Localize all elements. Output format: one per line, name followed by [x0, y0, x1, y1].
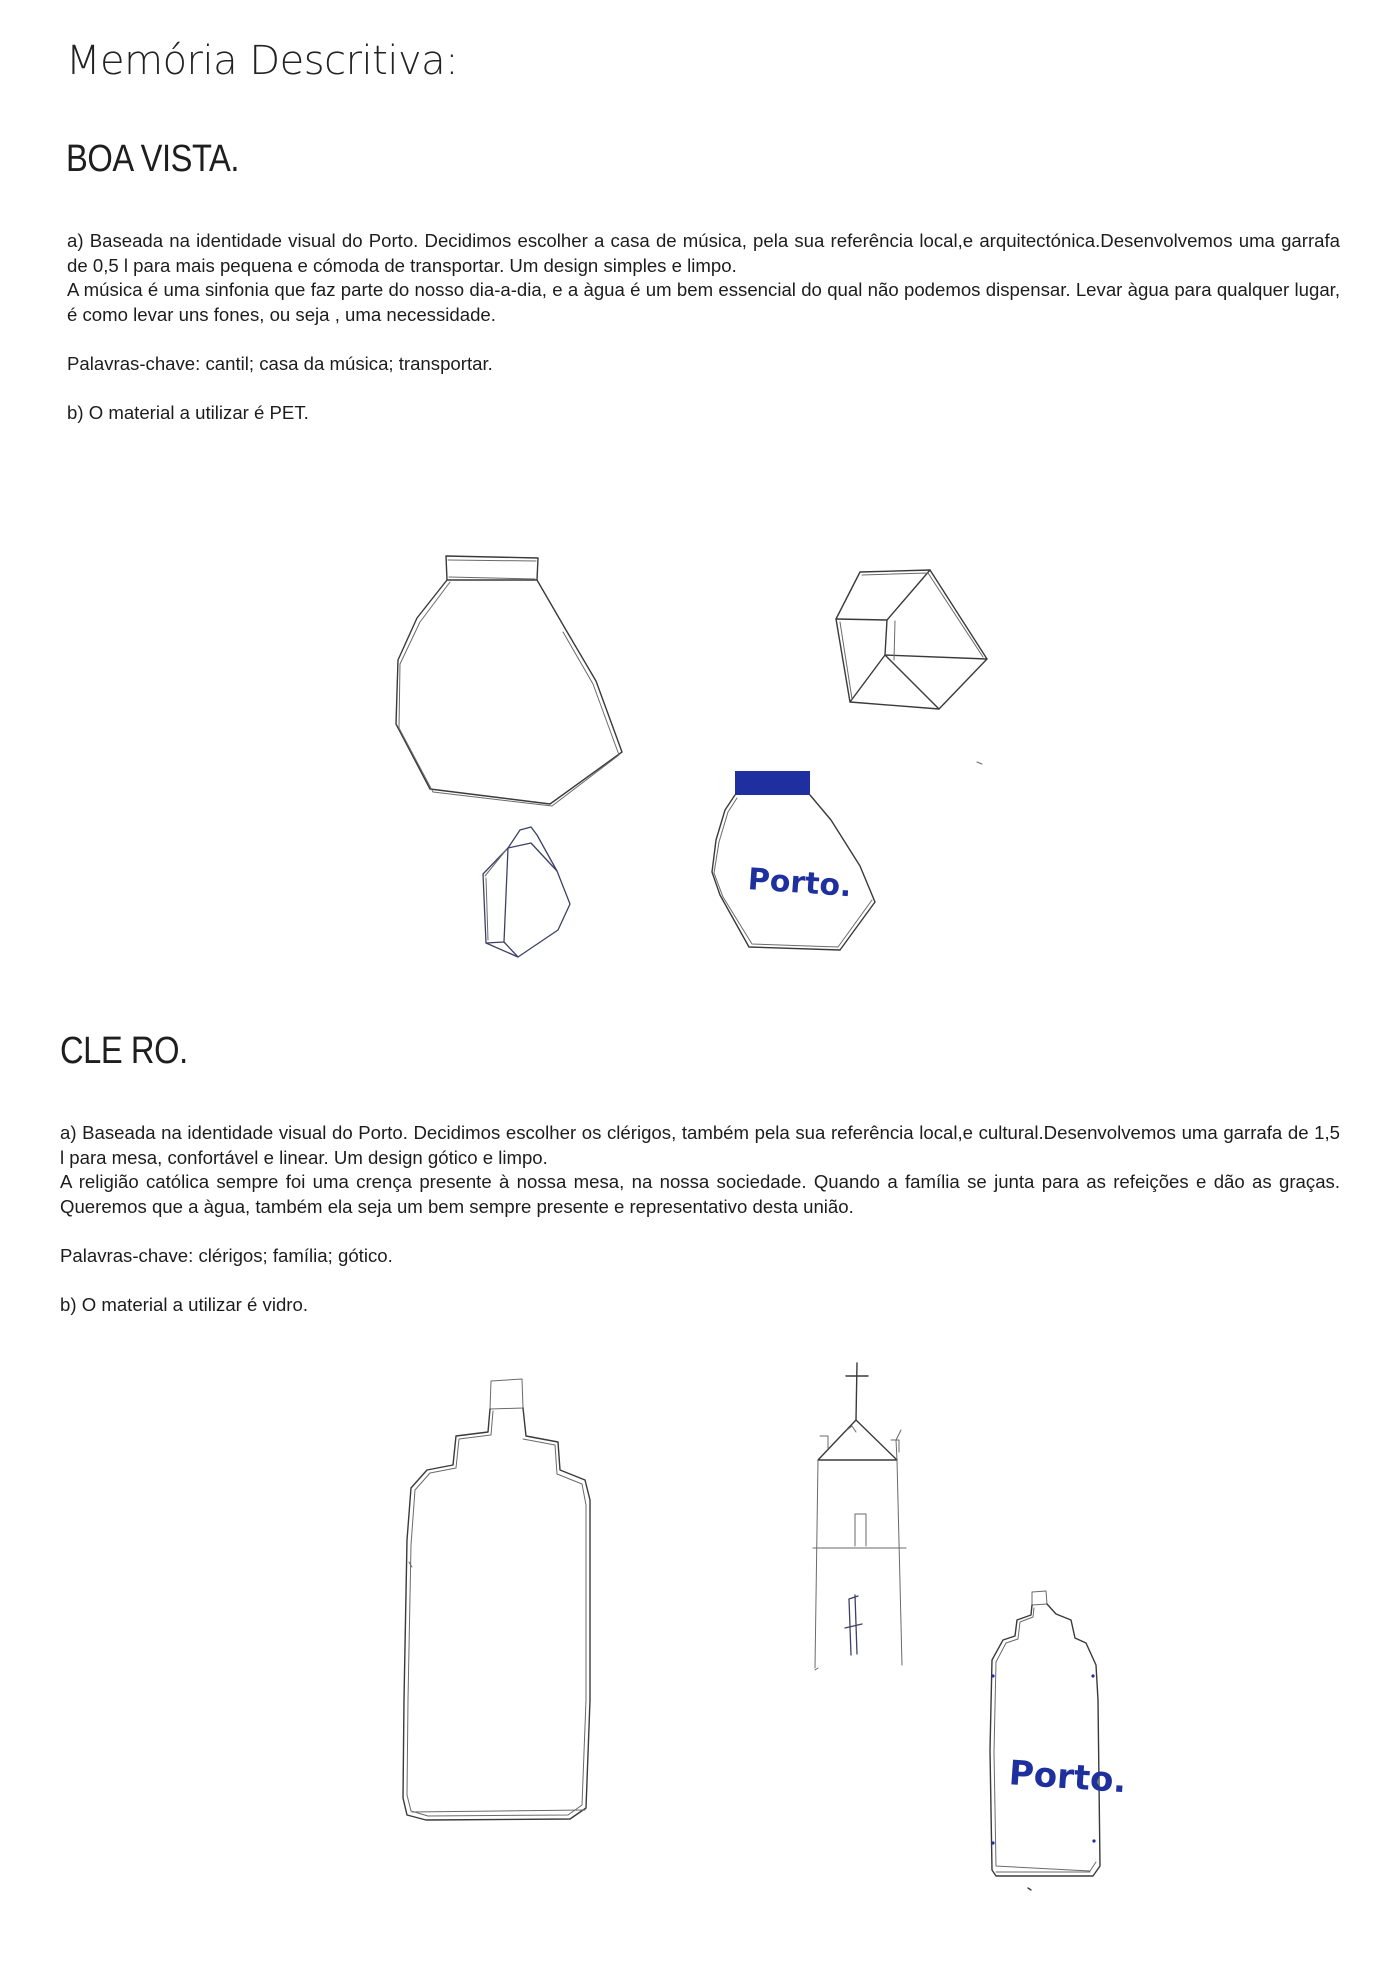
section-text-clerigos [60, 1121, 1340, 1317]
clerigos-sketch-canvas [0, 1355, 1400, 1895]
bottle-label: Porto. [1007, 1753, 1128, 1802]
description-paragraph: A religião católica sempre foi uma crença presente à nossa mesa, na nossa sociedade. Quando a família se junta para as refeições e dão as graças. Queremos que a àgua, também ela seja um bem sempre presente e representativo desta união. [60, 1171, 1340, 1217]
large-bottle-sketch [396, 556, 622, 806]
boa-vista-sketch-canvas [0, 540, 1400, 970]
description-paragraph: a) Baseada na identidade visual do Porto. Decidimos escolher a casa de música, pela sua referência local,e arquitectónica.Desenvolvemos uma garrafa de 0,5 l para mais pequena e cómoda de transportar. Um design simples e limpo. [67, 230, 1340, 276]
ink-dot [1091, 1674, 1094, 1677]
material-line: b) O material a utilizar é vidro. [60, 1293, 309, 1315]
description-paragraph: a) Baseada na identidade visual do Porto. Decidimos escolher os clérigos, também pela sua referência local,e cultural.Desenvolvemos uma garrafa de 1,5 l para mesa, confortável e linear. Um design gótico e limpo. [60, 1122, 1340, 1168]
porto-bottle-sketch [712, 771, 875, 950]
bottle-label: Porto. [746, 862, 853, 905]
ink-dot [991, 1841, 994, 1844]
material-line: b) O material a utilizar é PET. [67, 401, 309, 423]
clerigos-sketches [0, 1355, 1400, 1895]
page-title: Memória Descritiva: [66, 38, 459, 84]
cube-sketch [836, 570, 987, 709]
clerigos-tower-sketch [813, 1363, 906, 1670]
stray-mark [977, 762, 982, 764]
section-text-boa-vista [67, 229, 1340, 425]
stray-mark [1028, 1888, 1031, 1890]
bottle-cap [735, 771, 810, 795]
keywords-line: Palavras-chave: cantil; casa da música; transportar. [67, 352, 493, 374]
tall-bottle-sketch [403, 1379, 590, 1820]
porto-glass-bottle-sketch [990, 1591, 1128, 1890]
boa-vista-sketches [0, 540, 1400, 970]
section-heading-clerigos: CLE RO. [60, 1030, 188, 1072]
description-paragraph: A música é uma sinfonia que faz parte do nosso dia-a-dia, e a àgua é um bem essencial do qual não podemos dispensar. Levar àgua para qualquer lugar, é como levar uns fones, ou seja , uma necessidade. [67, 279, 1340, 325]
small-crystal-sketch [483, 827, 570, 957]
keywords-line: Palavras-chave: clérigos; família; gótico. [60, 1244, 393, 1266]
ink-dot [991, 1674, 994, 1677]
ink-dot [1092, 1839, 1095, 1842]
section-heading-boa-vista: BOA VISTA. [66, 138, 240, 180]
